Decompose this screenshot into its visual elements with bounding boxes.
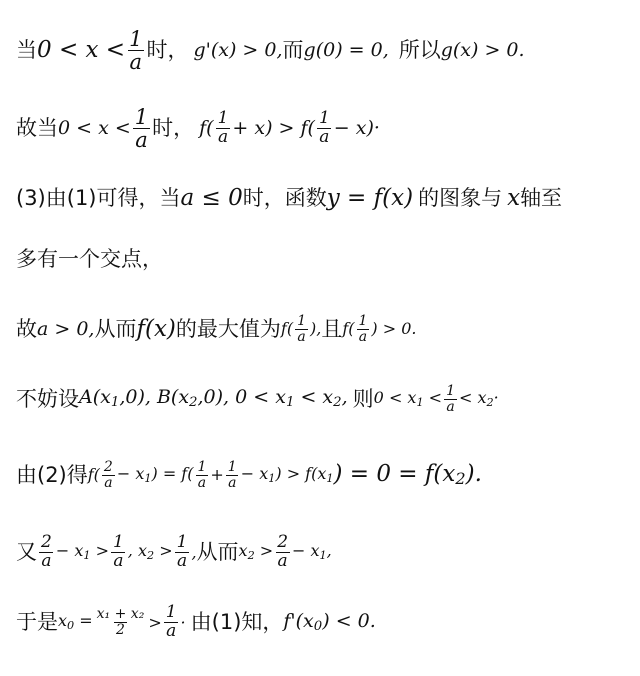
fraction xyxy=(226,460,239,490)
fraction xyxy=(133,106,150,151)
fraction-numerator: 1 xyxy=(176,532,188,552)
math-expr: f( xyxy=(342,319,355,339)
text: 于是 xyxy=(16,609,58,634)
fraction-numerator: 1 xyxy=(134,105,149,129)
math-expr: a > 0, xyxy=(37,317,95,340)
fraction-denominator: a xyxy=(197,474,207,491)
fraction-numerator: 1 xyxy=(217,108,229,129)
fraction-numerator: 1 xyxy=(446,383,455,399)
fraction-numerator: 1 xyxy=(358,313,368,329)
math-expr: − $x_1) = f$( xyxy=(116,464,194,486)
fraction xyxy=(111,534,126,571)
math-expr: $x_0$ = xyxy=(58,611,93,633)
math-expr: − $x_1$, xyxy=(292,541,332,563)
text: 时， xyxy=(146,38,189,62)
fraction-numerator: 1 xyxy=(297,313,306,329)
fraction-numerator: 1 xyxy=(165,602,177,622)
fraction-numerator: 2 xyxy=(103,459,113,475)
math-line-9 xyxy=(16,604,632,641)
math-expr: a ≤ 0 xyxy=(180,185,243,211)
text: 当 xyxy=(16,38,37,62)
fraction xyxy=(127,28,144,73)
math-expr: · xyxy=(180,612,186,632)
fraction xyxy=(295,314,308,344)
math-line-3 xyxy=(16,186,632,211)
math-line-5 xyxy=(16,314,632,344)
text: 而 xyxy=(282,38,304,62)
fraction xyxy=(175,534,190,571)
math-expr: > xyxy=(148,612,162,632)
fraction-denominator: a xyxy=(319,127,330,148)
fraction-numerator: 1 xyxy=(227,459,237,475)
fraction xyxy=(275,534,290,571)
fraction-numerator: 1 xyxy=(318,108,330,129)
math-line-1 xyxy=(16,28,632,73)
fraction xyxy=(39,534,54,571)
text: 且 xyxy=(321,316,343,341)
text: 从而 xyxy=(196,539,239,564)
text: 时，函数 xyxy=(242,186,327,211)
math-line-2 xyxy=(16,106,632,151)
fraction-denominator: a xyxy=(176,550,188,571)
math-expr: , $x_2$ > xyxy=(127,541,173,563)
fraction xyxy=(95,607,147,637)
math-expr: − $x_1$ > xyxy=(55,541,109,563)
math-line-7 xyxy=(16,460,632,490)
text: 则 xyxy=(352,386,374,411)
fraction-denominator: a xyxy=(135,128,148,153)
fraction xyxy=(444,384,457,414)
fraction-denominator: a xyxy=(228,474,237,491)
math-expr: + x) > f( xyxy=(232,117,315,140)
math-expr: x xyxy=(507,185,521,211)
fraction-numerator: 1 xyxy=(197,459,207,475)
math-expr: y = f(x) xyxy=(326,185,414,211)
math-expr: ) > 0. xyxy=(371,319,417,339)
fraction xyxy=(216,110,231,147)
fraction-denominator: a xyxy=(113,550,124,571)
text: 由(1)知， xyxy=(190,609,284,634)
fraction-denominator: a xyxy=(104,474,113,491)
text: 的最大值为 xyxy=(175,316,281,341)
fraction-denominator: 2 xyxy=(116,621,125,638)
math-expr: $x_2$ > xyxy=(238,541,274,563)
math-expr: $A(x_1,0)$, $B(x_2,0)$, $0 < x_1 < x_2$, xyxy=(79,386,348,411)
text: (3)由(1)可得，当 xyxy=(16,186,181,211)
text: 故 xyxy=(16,316,37,341)
fraction-denominator: a xyxy=(446,398,455,415)
text: 的图象与 xyxy=(418,186,503,211)
fraction-numerator: 2 xyxy=(41,532,52,552)
math-expr: ), xyxy=(310,319,322,339)
fraction-denominator: a xyxy=(358,328,368,345)
math-expr: + xyxy=(210,465,224,485)
fraction-numerator: 1 xyxy=(129,27,143,51)
fraction xyxy=(164,604,179,641)
math-expr: f( xyxy=(199,117,214,140)
text: 从而 xyxy=(94,316,137,341)
text: 由(2)得 xyxy=(16,462,88,487)
text: 多有一个交点， xyxy=(16,247,163,271)
math-expr: g(x) > 0. xyxy=(440,39,525,62)
math-expr: f( xyxy=(87,465,100,485)
text: 时， xyxy=(152,116,195,140)
fraction-denominator: a xyxy=(297,328,306,345)
fraction-denominator: a xyxy=(129,50,143,75)
text: 故当 xyxy=(16,116,58,140)
math-expr: − $x_1) > f(x_1$ xyxy=(240,464,334,486)
text: 轴至 xyxy=(520,186,563,211)
fraction xyxy=(102,460,115,490)
math-expr: , xyxy=(191,542,197,562)
text: 又 xyxy=(16,539,37,564)
fraction xyxy=(357,314,370,344)
math-expr: $0 < x_1$ < xyxy=(373,388,443,410)
math-expr: − x)· xyxy=(333,117,380,140)
fraction-numerator: x₁ + x₂ xyxy=(96,606,145,623)
fraction-numerator: 1 xyxy=(112,532,124,552)
fraction-denominator: a xyxy=(277,550,288,571)
math-expr: 0 < x < xyxy=(58,117,131,140)
fraction-denominator: a xyxy=(41,550,52,571)
math-line-6 xyxy=(16,384,632,414)
math-expr: $f'(x_0) < 0$. xyxy=(283,609,376,634)
fraction-denominator: a xyxy=(166,620,177,641)
text-line-4 xyxy=(16,248,632,271)
text: 不妨设 xyxy=(16,386,79,411)
math-expr: f( xyxy=(280,319,294,339)
math-line-8 xyxy=(16,534,632,571)
fraction xyxy=(317,110,332,147)
fraction-numerator: 2 xyxy=(277,532,289,552)
fraction-denominator: a xyxy=(217,127,229,148)
fraction xyxy=(195,460,208,490)
math-expr: f(x) xyxy=(136,315,176,342)
math-expr: g(0) = 0, xyxy=(303,39,389,62)
math-expr: 0 < x < xyxy=(37,36,126,63)
text: 所以 xyxy=(398,38,441,62)
math-expr: < $x_2\cdot$ xyxy=(459,388,499,410)
math-expr: g'(x) > 0, xyxy=(193,39,283,62)
math-expr: ) = $0 = f(x_2)$. xyxy=(333,461,482,489)
